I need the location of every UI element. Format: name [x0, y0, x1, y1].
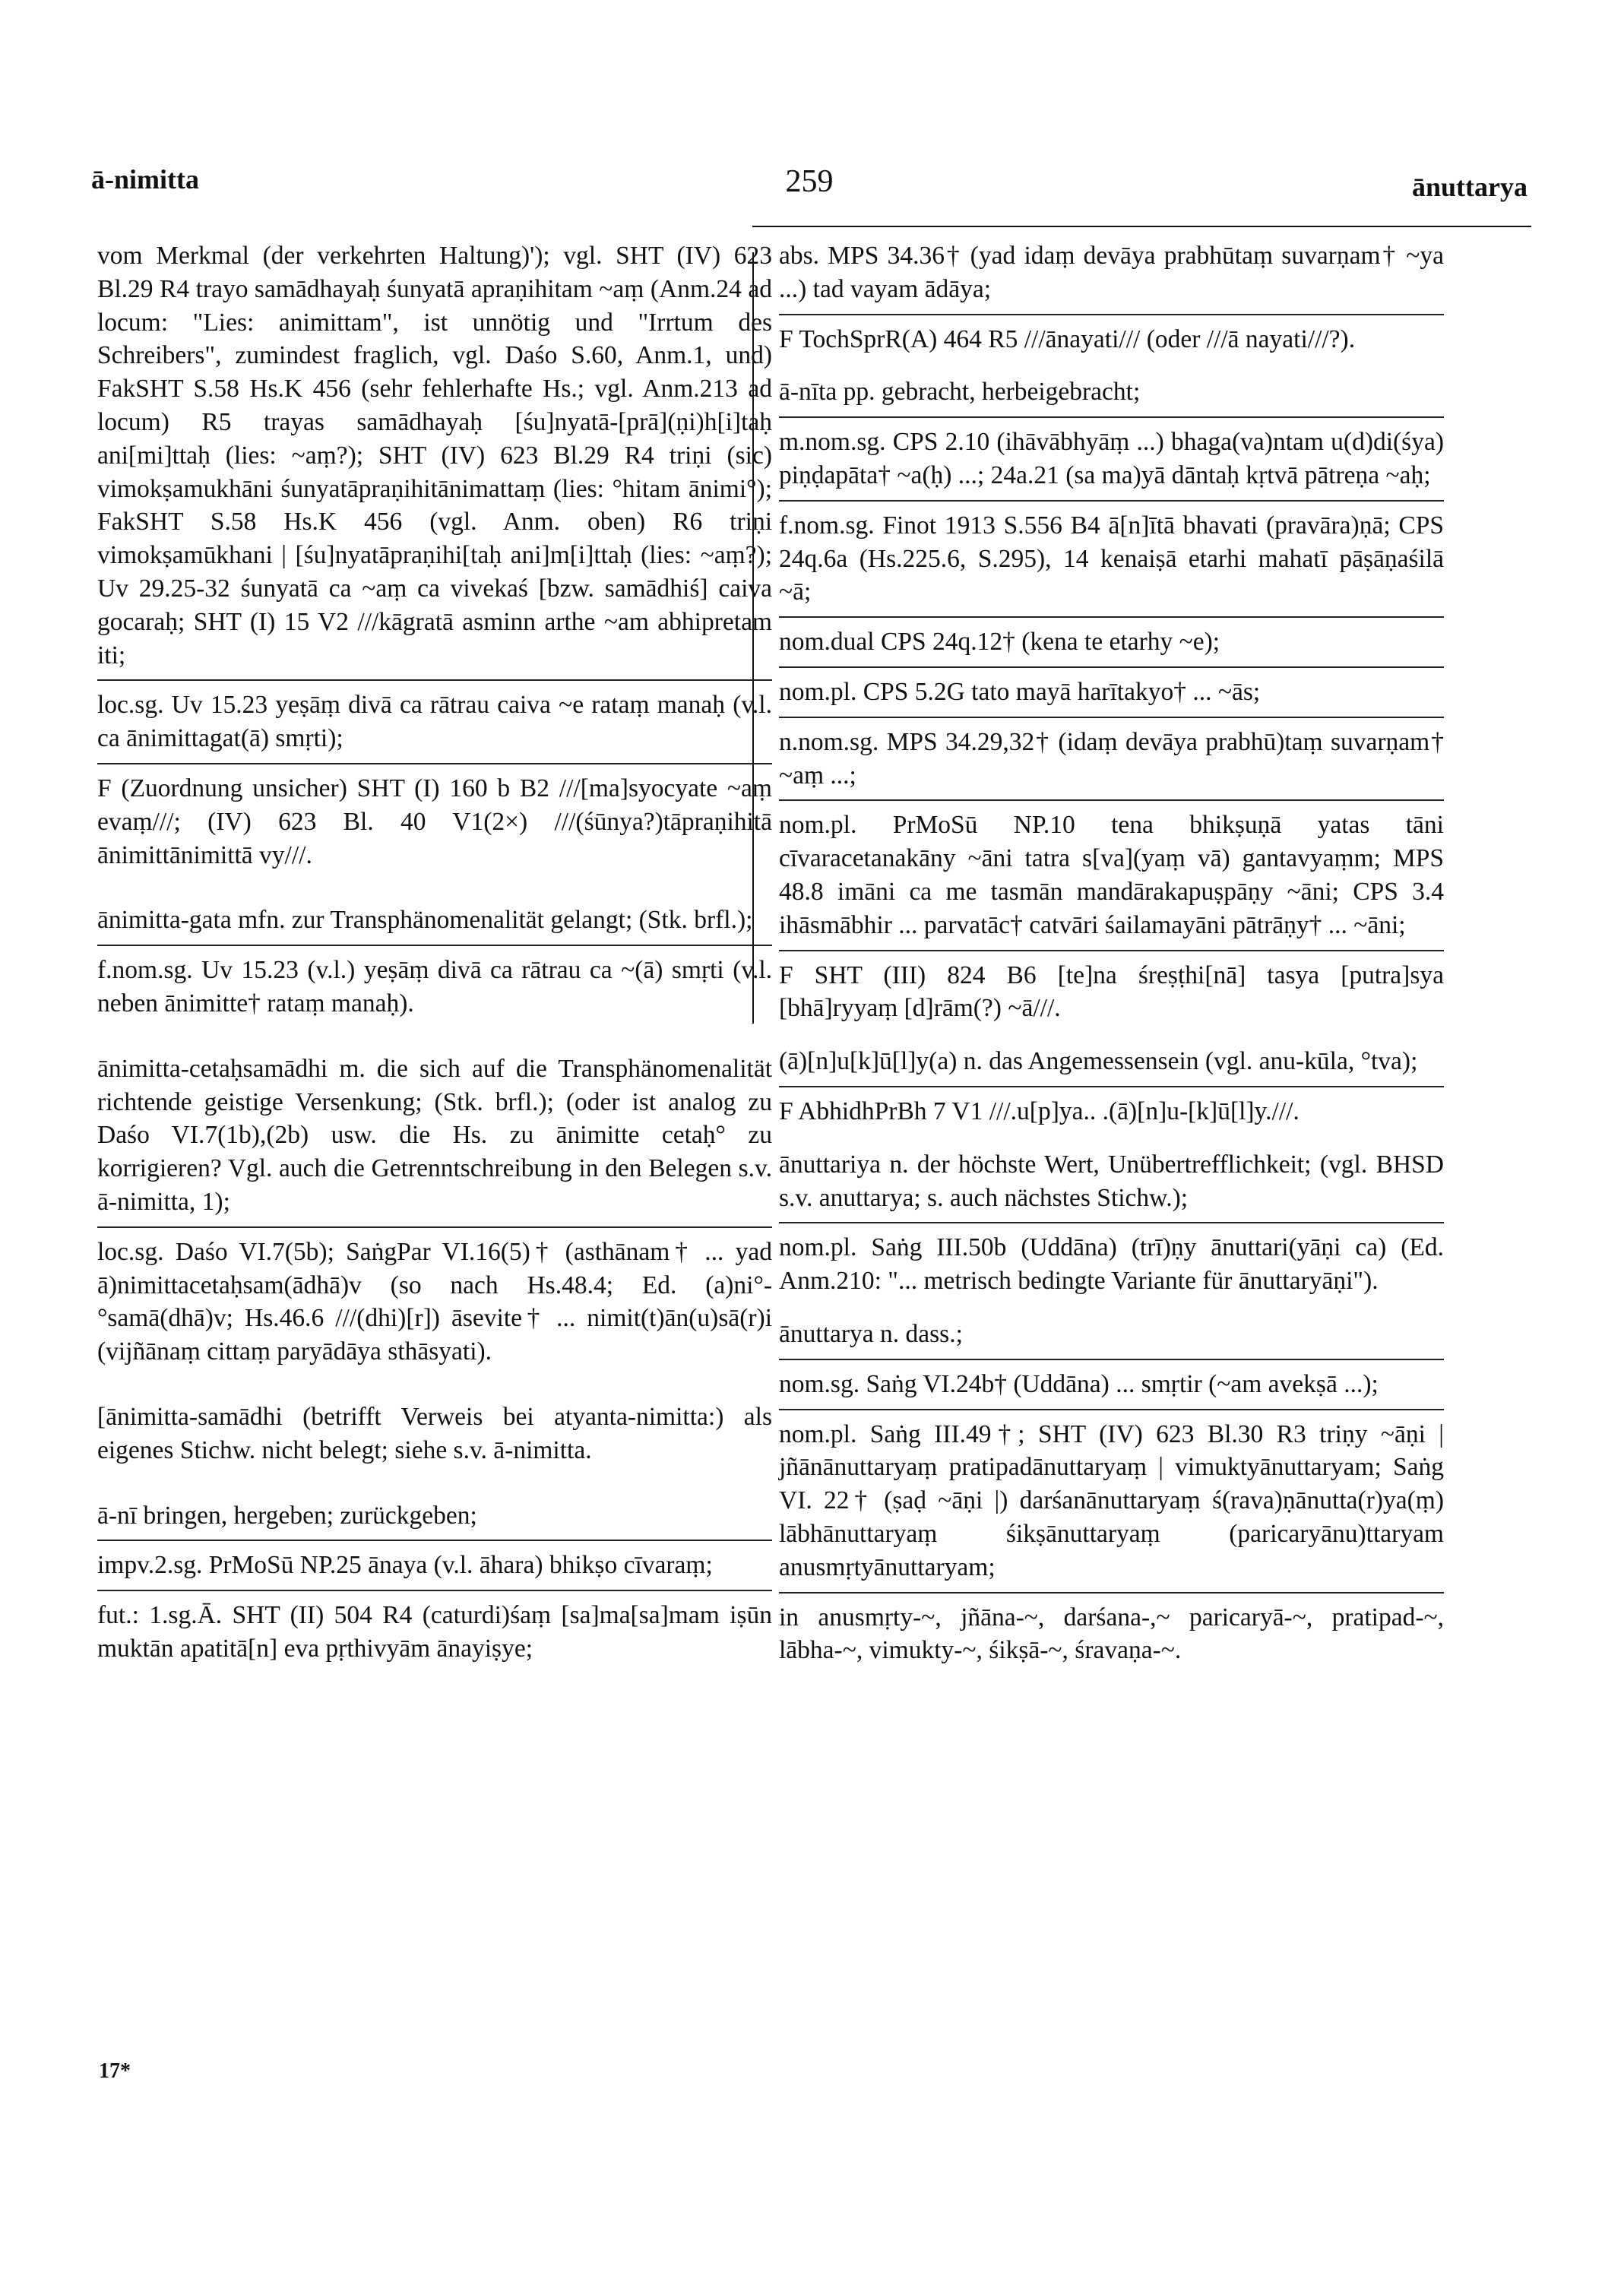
- left-column: [97, 239, 772, 1666]
- dictionary-paragraph: m.nom.sg. CPS 2.10 (ihāvābhyāṃ ...) bhaga(va)ntam u(d)di(śya) piṇḍapāta† ~a(ḥ) ...; 24a.21 (sa ma)yā dāntaḥ kṛtvā pātreṇa ~aḥ;: [779, 428, 1444, 489]
- dictionary-paragraph: F TochSprR(A) 464 R5 ///ānayati/// (oder ///ā nayati///?).: [779, 324, 1356, 353]
- entry-separator: [779, 500, 1444, 502]
- header-right-catchword: ānuttarya: [1412, 172, 1527, 202]
- header-rule: [752, 226, 1531, 227]
- dictionary-paragraph: ānuttariya n. der höchste Wert, Unübertrefflichkeit; (vgl. BHSD s.v. anuttarya; s. auch nächstes Stichw.);: [779, 1150, 1444, 1212]
- right-column: [779, 239, 1444, 1667]
- entry-separator: [779, 616, 1444, 618]
- dictionary-paragraph: vom Merkmal (der verkehrten Haltung)'); vgl. SHT (IV) 623 Bl.29 R4 trayo samādhayaḥ śunyatā apraṇihitam ~aṃ (Anm.24 ad locum: "Lies: animittam", ist unnötig und "Irrtum des Schreibers", zumindest fraglich, vgl. Daśo S.60, Anm.1, und) FakSHT S.58 Hs.K 456 (sehr fehlerhafte Hs.; vgl. Anm.213 ad locum) R5 trayas samādhayaḥ [śu]nyatā-[prā](ṇi)h[i]taḥ ani[mi]ttaḥ (lies: ~aṃ?); SHT (IV) 623 Bl.29 R4 triṇi (sic) vimokṣamukhāni śunyatāpraṇihitānimattaṃ (lies: °hitam ānimi°); FakSHT S.58 Hs.K 456 (vgl. Anm. oben) R6 triṇi vimokṣamūkhani | [śu]nyatāpraṇihi[taḥ ani]m[i]ttaḥ (lies: ~aṃ?); Uv 29.25-32 śunyatā ca ~aṃ ca vivekaś [bzw. samādhiś] caiva gocaraḥ; SHT (I) 15 V2 ///kāgratā asminn arthe ~am abhipretam iti;: [97, 242, 772, 669]
- dictionary-paragraph: nom.pl. Saṅg III.50b (Uddāna) (trī)ṇy ānuttari(yāṇi ca) (Ed. Anm.210: "... metrisch bedingte Variante für ānuttaryāṇi").: [779, 1233, 1444, 1296]
- entry-separator: [779, 950, 1444, 951]
- dictionary-paragraph: ānimitta-cetaḥsamādhi m. die sich auf die Transphänomenalität richtende geistige Versenkung; (Stk. brfl.); (oder ist analog zu Daśo VI.7(1b),(2b) usw. die Hs. zu ānimitte cetaḥ° zu korrigieren? Vgl. auch die Getrenntschreibung in den Belegen s.v. ā-nimitta, 1);: [97, 1054, 772, 1216]
- entry-separator: [779, 666, 1444, 668]
- entry-separator: [97, 1590, 772, 1591]
- dictionary-paragraph: impv.2.sg. PrMoSū NP.25 ānaya (v.l. āhara) bhikṣo cīvaraṃ;: [97, 1551, 713, 1580]
- dictionary-paragraph: F SHT (III) 824 B6 [te]na śreṣṭhi[nā] tasya [putra]sya [bhā]ryyaṃ [d]rām(?) ~ā///.: [779, 961, 1444, 1023]
- entry-separator: [97, 763, 772, 764]
- dictionary-paragraph: in anusmṛty-~, jñāna-~, darśana-,~ paricaryā-~, pratipad-~, lābha-~, vimukty-~, śikṣā-~, śravaṇa-~.: [779, 1603, 1444, 1665]
- dictionary-paragraph: nom.pl. Saṅg III.49†; SHT (IV) 623 Bl.30 R3 triṇy ~āṇi | jñānānuttaryaṃ pratipadānuttaryaṃ | vimuktyānuttaryam; Saṅg VI. 22† (ṣaḍ ~āṇi |) darśanānuttaryaṃ ś(rava)ṇānutta(r)ya(ṃ) lābhānuttaryaṃ śikṣānuttaryaṃ (paricaryānu)ttaryam anusmṛtyānuttaryam;: [779, 1419, 1444, 1581]
- dictionary-paragraph: ānimitta-gata mfn. zur Transphänomenalität gelangt; (Stk. brfl.);: [97, 906, 753, 935]
- dictionary-paragraph: nom.pl. CPS 5.2G tato mayā harītakyo† ... ~ās;: [779, 677, 1261, 706]
- entry-gap: [97, 1467, 772, 1499]
- entry-separator: [779, 1086, 1444, 1087]
- dictionary-paragraph: nom.pl. PrMoSū NP.10 tena bhikṣuṇā yatas tāni cīvaracetanakāny ~āni tatra s[va](yaṃ vā) gantavyaṃm; MPS 48.8 imāni ca me tasmān mandārakapuṣpāṇy ~āni; CPS 3.4 ihāsmābhir ... parvatāc† catvāri śailamayāni pātrāṇy† ... ~āni;: [779, 811, 1444, 939]
- entry-separator: [779, 799, 1444, 801]
- dictionary-paragraph: loc.sg. Uv 15.23 yeṣāṃ divā ca rātrau caiva ~e rataṃ manaḥ (v.l. ca ānimittagat(ā) smṛti);: [97, 691, 772, 753]
- dictionary-paragraph: loc.sg. Daśo VI.7(5b); SaṅgPar VI.16(5)† (asthānam† ... yad ā)nimittacetaḥsam(ādhā)v (so nach Hs.48.4; Ed. (a)ni°-°samā(dhā)v; Hs.46.6 ///(dhi)[r]) āsevite† ... nimit(t)ān(u)sā(r)i (vijñānaṃ cittaṃ paryādāya sthāsyati).: [97, 1237, 772, 1366]
- entry-gap: [779, 356, 1444, 375]
- entry-gap: [97, 872, 772, 904]
- dictionary-paragraph: nom.sg. Saṅg VI.24b† (Uddāna) ... smṛtir (~am avekṣā ...);: [779, 1369, 1379, 1398]
- entry-separator: [97, 1226, 772, 1228]
- dictionary-paragraph: F (Zuordnung unsicher) SHT (I) 160 b B2 ///[ma]syocyate ~aṃ evaṃ///; (IV) 623 Bl. 40 V1(2×) ///(śūnya?)tāpraṇihitā ānimittānimittā vy///.: [97, 774, 772, 869]
- dictionary-paragraph: nom.dual CPS 24q.12† (kena te etarhy ~e);: [779, 628, 1220, 657]
- entry-separator: [779, 1592, 1444, 1593]
- entry-gap: [779, 1128, 1444, 1148]
- dictionary-paragraph: ā-nīta pp. gebracht, herbeigebracht;: [779, 378, 1141, 407]
- entry-separator: [97, 679, 772, 681]
- entry-separator: [779, 1409, 1444, 1410]
- entry-separator: [779, 1222, 1444, 1223]
- dictionary-paragraph: f.nom.sg. Finot 1913 S.556 B4 ā[n]ītā bhavati (pravāra)ṇā; CPS 24q.6a (Hs.225.6, S.295), 14 kenaiṣā etarhi mahatī pāṣāṇaśilā ~ā;: [779, 511, 1444, 606]
- dictionary-paragraph: abs. MPS 34.36† (yad idaṃ devāya prabhūtaṃ suvarṇam† ~ya ...) tad vayam ādāya;: [779, 242, 1444, 303]
- entry-gap: [779, 1025, 1444, 1045]
- entry-separator: [97, 945, 772, 946]
- entry-gap: [97, 1021, 772, 1052]
- entry-separator: [779, 717, 1444, 718]
- entry-separator: [97, 1540, 772, 1541]
- entry-gap: [779, 1298, 1444, 1318]
- dictionary-paragraph: f.nom.sg. Uv 15.23 (v.l.) yeṣāṃ divā ca rātrau ca ~(ā) smṛti (v.l. neben ānimitte† rataṃ manaḥ).: [97, 956, 772, 1017]
- dictionary-paragraph: ānuttarya n. dass.;: [779, 1319, 963, 1348]
- printer-signature: 17*: [99, 2059, 131, 2083]
- dictionary-paragraph: n.nom.sg. MPS 34.29,32† (idaṃ devāya prabhū)taṃ suvarṇam† ~aṃ ...;: [779, 727, 1444, 790]
- dictionary-paragraph: [ānimitta-samādhi (betrifft Verweis bei atyanta-nimitta:) als eigenes Stichw. nicht belegt; siehe s.v. ā-nimitta.: [97, 1402, 772, 1464]
- dictionary-paragraph: (ā)[n]u[k]ū[l]y(a) n. das Angemessensein (vgl. anu-kūla, °tva);: [779, 1047, 1418, 1076]
- dictionary-paragraph: F AbhidhPrBh 7 V1 ///.u[p]ya.. .(ā)[n]u-[k]ū[l]y.///.: [779, 1097, 1300, 1125]
- dictionary-paragraph: fut.: 1.sg.Ā. SHT (II) 504 R4 (caturdi)śaṃ [sa]ma[sa]mam iṣūn muktān apatitā[n] eva pṛthivyām ānayiṣye;: [97, 1601, 772, 1663]
- header-left-catchword: ā-nimitta: [91, 164, 199, 195]
- entry-separator: [779, 1359, 1444, 1360]
- entry-separator: [779, 314, 1444, 315]
- page-header: [91, 163, 1527, 209]
- entry-gap: [97, 1369, 772, 1400]
- dictionary-paragraph: ā-nī bringen, hergeben; zurückgeben;: [97, 1501, 477, 1530]
- page-number: 259: [785, 164, 834, 199]
- entry-separator: [779, 416, 1444, 418]
